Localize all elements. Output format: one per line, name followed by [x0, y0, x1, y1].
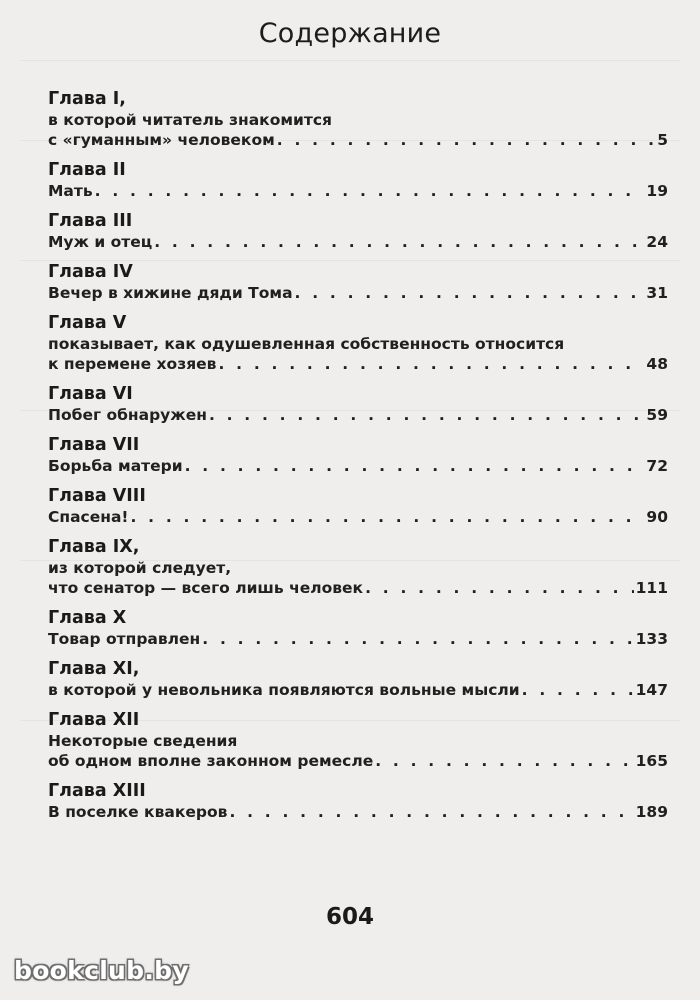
- chapter-title-row: [48, 405, 668, 425]
- dot-leader: [202, 629, 633, 649]
- chapter-page-number: 48: [646, 355, 668, 373]
- chapter-title-row: [48, 130, 668, 150]
- chapter-title: в которой у невольника появляются вольные мысли: [48, 681, 520, 699]
- chapter-page-number: 189: [635, 803, 668, 821]
- toc-entry: [48, 536, 668, 598]
- chapter-page-number: 5: [657, 131, 668, 149]
- chapter-page-number: 111: [635, 579, 668, 597]
- dot-leader: [154, 232, 644, 252]
- chapter-page-number: 31: [646, 284, 668, 302]
- toc-entry: [48, 383, 668, 425]
- dot-leader: [522, 680, 634, 700]
- chapter-subtitle-line: Некоторые сведения: [48, 732, 238, 750]
- chapter-title-row: [48, 232, 668, 252]
- chapter-title-row: [48, 751, 668, 771]
- chapter-subtitle-line: из которой следует,: [48, 559, 232, 577]
- chapter-heading: Глава IV: [48, 262, 133, 282]
- chapter-title-row: [48, 802, 668, 822]
- watermark-logo: bookclub.by: [14, 956, 189, 985]
- toc-entry: [48, 88, 668, 150]
- entry-spacer: [48, 527, 668, 536]
- entry-spacer: [48, 150, 668, 159]
- chapter-heading: Глава VIII: [48, 486, 146, 506]
- dot-leader: [229, 802, 633, 822]
- chapter-title: В поселке квакеров: [48, 803, 228, 821]
- entry-spacer: [48, 201, 668, 210]
- chapter-title: об одном вполне законном ремесле: [48, 752, 374, 770]
- chapter-title-row: [48, 283, 668, 303]
- chapter-title-row: [48, 507, 668, 527]
- table-of-contents: [48, 88, 668, 822]
- toc-entry: [48, 261, 668, 303]
- entry-spacer: [48, 771, 668, 780]
- entry-spacer: [48, 303, 668, 312]
- toc-entry: [48, 607, 668, 649]
- chapter-title: Товар отправлен: [48, 630, 201, 648]
- dot-leader: [218, 354, 644, 374]
- dot-leader: [185, 456, 645, 476]
- chapter-heading: Глава XI,: [48, 659, 140, 679]
- chapter-title: с «гуманным» человеком: [48, 131, 275, 149]
- chapter-heading: Глава I,: [48, 89, 126, 109]
- dot-leader: [295, 283, 645, 303]
- chapter-title-row: [48, 680, 668, 700]
- chapter-title-row: [48, 354, 668, 374]
- chapter-title-row: [48, 578, 668, 598]
- chapter-page-number: 165: [635, 752, 668, 770]
- dot-leader: [375, 751, 633, 771]
- dot-leader: [365, 578, 634, 598]
- chapter-heading: Глава III: [48, 211, 133, 231]
- toc-entry: [48, 210, 668, 252]
- toc-entry: [48, 780, 668, 822]
- chapter-title: Побег обнаружен: [48, 406, 207, 424]
- toc-entry: [48, 485, 668, 527]
- chapter-title: Вечер в хижине дяди Тома: [48, 284, 293, 302]
- entry-spacer: [48, 598, 668, 607]
- entry-spacer: [48, 476, 668, 485]
- chapter-heading: Глава XIII: [48, 781, 146, 801]
- chapter-title-row: [48, 456, 668, 476]
- chapter-subtitle-line: показывает, как одушевленная собственность относится: [48, 335, 565, 353]
- chapter-title: Муж и отец: [48, 233, 153, 251]
- toc-entry: [48, 658, 668, 700]
- chapter-page-number: 19: [646, 182, 668, 200]
- chapter-title-row: [48, 181, 668, 201]
- chapter-title: Борьба матери: [48, 457, 183, 475]
- chapter-page-number: 72: [646, 457, 668, 475]
- page-title: Содержание: [258, 18, 442, 49]
- entry-spacer: [48, 649, 668, 658]
- chapter-page-number: 133: [635, 630, 668, 648]
- chapter-page-number: 59: [646, 406, 668, 424]
- chapter-heading: Глава II: [48, 160, 126, 180]
- toc-entry: [48, 434, 668, 476]
- page-number: 604: [325, 904, 374, 930]
- entry-spacer: [48, 252, 668, 261]
- chapter-title: Мать: [48, 182, 93, 200]
- toc-entry: [48, 709, 668, 771]
- chapter-page-number: 90: [646, 508, 668, 526]
- chapter-title-row: [48, 629, 668, 649]
- chapter-title: Спасена!: [48, 508, 129, 526]
- chapter-title: что сенатор — всего лишь человек: [48, 579, 364, 597]
- chapter-title: к перемене хозяев: [48, 355, 217, 373]
- dot-leader: [95, 181, 645, 201]
- chapter-heading: Глава X: [48, 608, 127, 628]
- bleed-through-line: [20, 60, 680, 61]
- chapter-heading: Глава VII: [48, 435, 140, 455]
- entry-spacer: [48, 374, 668, 383]
- chapter-page-number: 24: [646, 233, 668, 251]
- chapter-page-number: 147: [635, 681, 668, 699]
- toc-entry: [48, 312, 668, 374]
- toc-entry: [48, 159, 668, 201]
- dot-leader: [130, 507, 644, 527]
- chapter-heading: Глава V: [48, 313, 127, 333]
- dot-leader: [209, 405, 644, 425]
- chapter-heading: Глава XII: [48, 710, 140, 730]
- entry-spacer: [48, 425, 668, 434]
- entry-spacer: [48, 700, 668, 709]
- chapter-heading: Глава IX,: [48, 537, 140, 557]
- chapter-heading: Глава VI: [48, 384, 133, 404]
- chapter-subtitle-line: в которой читатель знакомится: [48, 111, 332, 129]
- dot-leader: [277, 130, 655, 150]
